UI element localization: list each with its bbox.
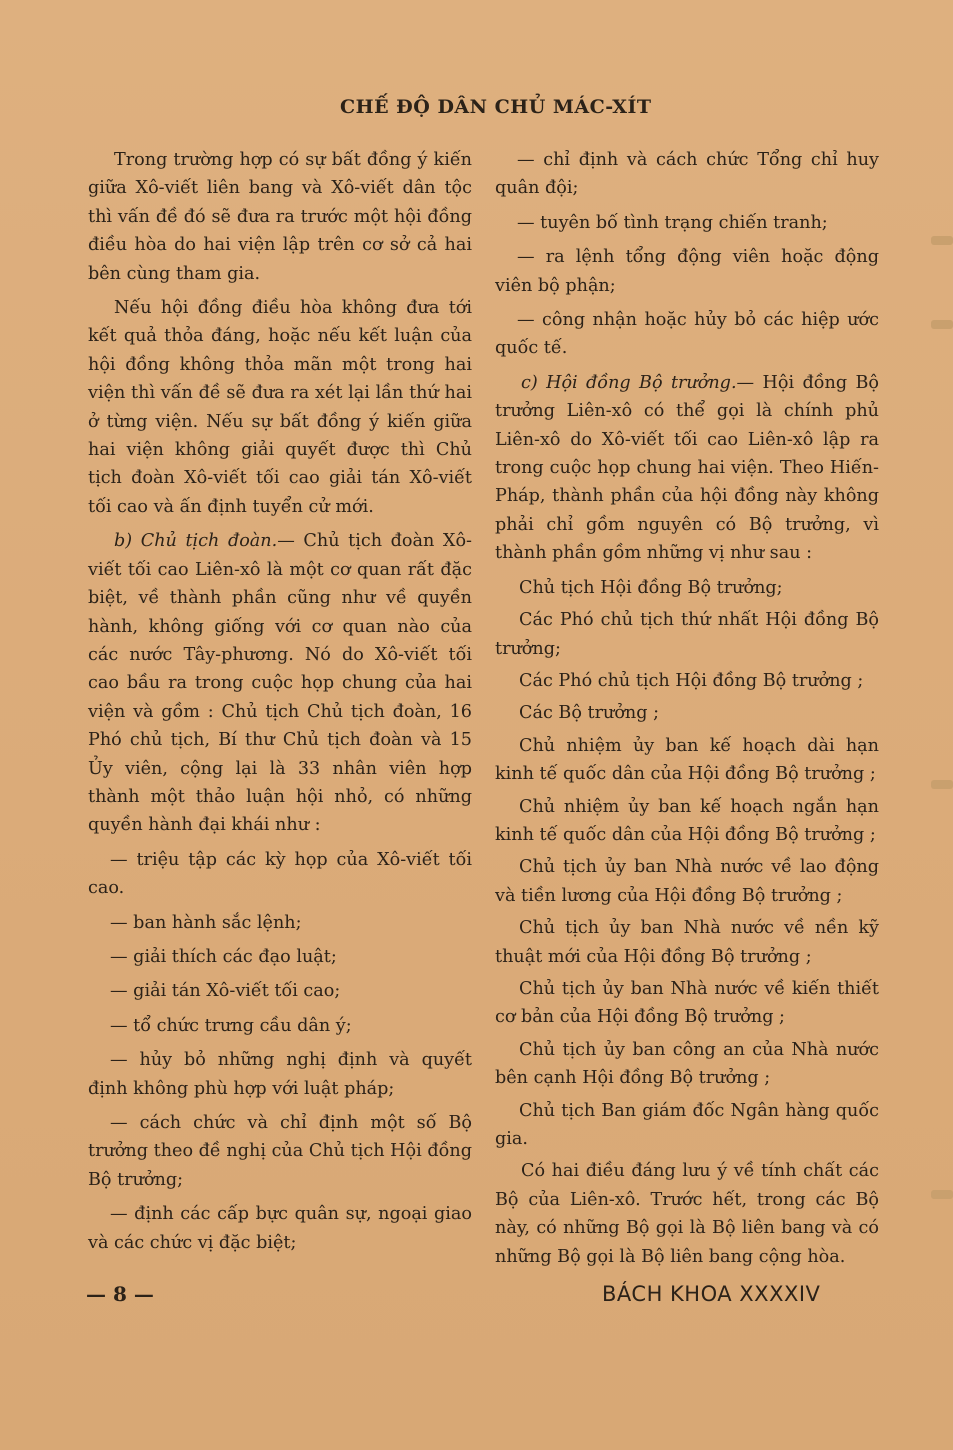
position-item: Chủ tịch ủy ban Nhà nước về lao động và tiền lương của Hội đồng Bộ trưởng ; [495, 857, 879, 906]
running-header: CHẾ ĐỘ DÂN CHỦ MÁC-XÍT [340, 96, 652, 118]
list-item: — triệu tập các kỳ họp của Xô-viết tối cao. [88, 849, 472, 899]
position-item: Chủ tịch ủy ban Nhà nước về kiến thiết cơ bản của Hội đồng Bộ trưởng ; [495, 978, 879, 1028]
section-c-heading: c) Hội đồng Bộ trưởng.— [521, 372, 755, 393]
right-column [495, 146, 879, 1277]
paragraph: Nếu hội đồng điều hòa không đưa tới kết quả thỏa đáng, hoặc nếu kết luận của hội đồng không thỏa mãn một trong hai viện thì vấn đề sẽ đưa ra xét lại lần thứ hai ở từng viện. Nếu sự bất đồng ý kiến giữa hai viện không giải quyết được thì Chủ tịch đoàn Xô-viết tối cao giải tán Xô-viết tối cao và ấn định tuyển cử mới. [88, 298, 472, 517]
list-item: — tổ chức trưng cầu dân ý; [110, 1015, 352, 1036]
page-number: — 8 — [86, 1282, 154, 1306]
position-item: Các Phó chủ tịch Hội đồng Bộ trưởng ; [519, 670, 864, 691]
left-column [88, 146, 472, 1263]
paper-edge-wear [931, 236, 953, 245]
position-item: Chủ tịch Hội đồng Bộ trưởng; [519, 577, 783, 598]
position-item: Chủ nhiệm ủy ban kế hoạch ngắn hạn kinh tế quốc dân của Hội đồng Bộ trưởng ; [495, 796, 879, 845]
section-b-paragraph [88, 527, 472, 839]
section-c-paragraph [495, 369, 879, 568]
paper-edge-wear [931, 1190, 953, 1199]
list-item: — định các cấp bực quân sự, ngoại giao và các chức vị đặc biệt; [88, 1204, 472, 1253]
list-item: — tuyên bố tình trạng chiến tranh; [517, 212, 828, 233]
position-item: Các Phó chủ tịch thứ nhất Hội đồng Bộ trưởng; [495, 610, 879, 659]
paper-edge-wear [931, 780, 953, 789]
position-item: Các Bộ trưởng ; [519, 703, 660, 724]
list-item: — giải thích các đạo luật; [110, 946, 337, 967]
list-item: — ban hành sắc lệnh; [110, 912, 302, 933]
list-item: — chỉ định và cách chức Tổng chỉ huy quân đội; [495, 150, 879, 199]
closing-paragraph: Có hai điều đáng lưu ý về tính chất các Bộ của Liên-xô. Trước hết, trong các Bộ này, có những Bộ gọi là Bộ liên bang và có những Bộ gọi là Bộ liên bang cộng hòa. [495, 1161, 879, 1267]
position-item: Chủ tịch ủy ban công an của Nhà nước bên cạnh Hội đồng Bộ trưởng ; [495, 1039, 879, 1089]
list-item: — hủy bỏ những nghị định và quyết định không phù hợp với luật pháp; [88, 1050, 472, 1099]
section-c-body: Hội đồng Bộ trưởng Liên-xô có thể gọi là chính phủ Liên-xô do Xô-viết tối cao Liên-xô lập ra trong cuộc họp chung hai viện. Theo Hiến-Pháp, thành phần của hội đồng này không phải chỉ gồm nguyên có Bộ trưởng, vì thành phần gồm những vị như sau : [495, 372, 879, 564]
position-item: Chủ tịch Ban giám đốc Ngân hàng quốc gia. [495, 1100, 879, 1149]
list-item: — giải tán Xô-viết tối cao; [110, 981, 341, 1002]
section-b-body: Chủ tịch đoàn Xô-viết tối cao Liên-xô là một cơ quan rất đặc biệt, về thành phần cũng như về quyền hành, không giống với cơ quan nào của các nước Tây-phương. Nó do Xô-viết tối cao bầu ra trong cuộc họp chung của hai viện và gồm : Chủ tịch Chủ tịch đoàn, 16 Phó chủ tịch, Bí thư Chủ tịch đoàn và 15 Ủy viên, cộng lại là 33 nhân viên hợp thành một thảo luận hội nhỏ, có những quyền hành đại khái như : [88, 531, 472, 836]
position-item: Chủ nhiệm ủy ban kế hoạch dài hạn kinh tế quốc dân của Hội đồng Bộ trưởng ; [495, 735, 879, 785]
paragraph: Trong trường hợp có sự bất đồng ý kiến giữa Xô-viết liên bang và Xô-viết dân tộc thì vấn đề đó sẽ đưa ra trước một hội đồng điều hòa do hai viện lập trên cơ sở cả hai bên cùng tham gia. [88, 150, 472, 284]
issue-label: BÁCH KHOA XXXXIV [602, 1282, 821, 1306]
list-item: — ra lệnh tổng động viên hoặc động viên bộ phận; [495, 247, 879, 296]
section-b-heading: b) Chủ tịch đoàn.— [114, 531, 295, 552]
position-item: Chủ tịch ủy ban Nhà nước về nền kỹ thuật mới của Hội đồng Bộ trưởng ; [495, 918, 879, 967]
list-item: — công nhận hoặc hủy bỏ các hiệp ước quốc tế. [495, 310, 879, 359]
list-item: — cách chức và chỉ định một số Bộ trưởng theo đề nghị của Chủ tịch Hội đồng Bộ trưởng; [88, 1113, 472, 1190]
paper-edge-wear [931, 320, 953, 329]
